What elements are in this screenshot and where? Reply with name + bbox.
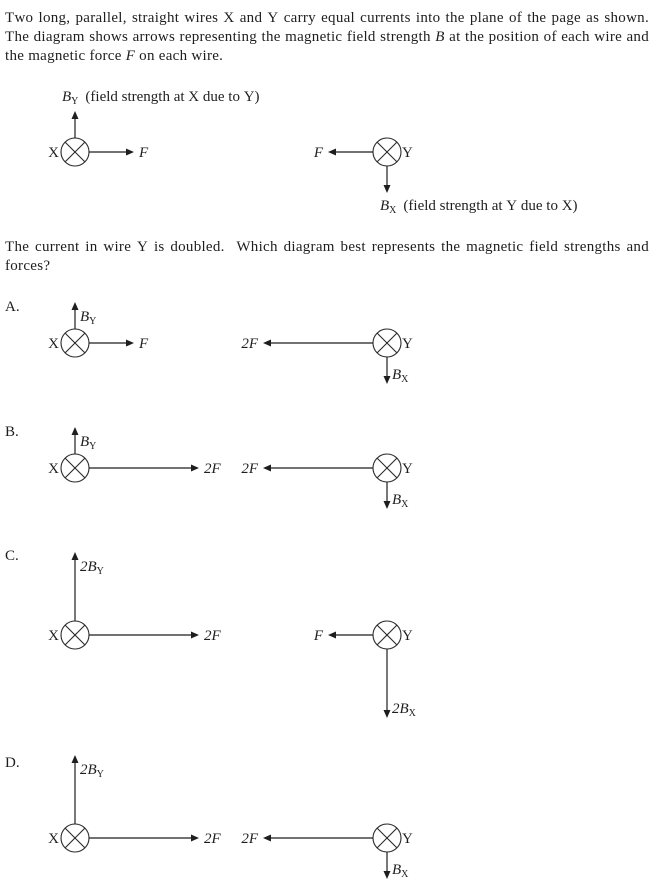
current-into-page-icon: [61, 824, 89, 852]
force-arrow-on-y: [263, 835, 373, 842]
force-arrow-on-x: [89, 835, 199, 842]
label-subscript: X: [389, 205, 397, 216]
label-subscript: X: [401, 869, 409, 880]
field-arrow-at-y: [384, 852, 391, 879]
wire-y-label: Y: [402, 336, 413, 352]
label-symbol: F: [313, 145, 323, 161]
wire-y-label: Y: [402, 831, 413, 847]
label-coefficient: 2: [204, 831, 212, 847]
label-symbol: F: [248, 461, 258, 477]
force-label-on-y: [313, 145, 324, 161]
force-arrow-on-x: [89, 465, 199, 472]
label-coefficient: 2: [241, 831, 249, 847]
label-symbol: B: [399, 701, 409, 717]
field-label-at-x: [80, 559, 104, 577]
label-note: (field strength at Y due to X): [403, 198, 578, 214]
option-letter: D.: [5, 755, 20, 771]
wire-x-label: X: [48, 831, 59, 847]
wire-y-label: Y: [402, 628, 413, 644]
wire-y: [373, 824, 401, 852]
field-label-at-x: [80, 762, 104, 780]
field-arrow-at-x: [72, 427, 79, 454]
wire-x-label: X: [48, 461, 59, 477]
label-coefficient: 2: [204, 461, 212, 477]
force-arrow-on-x: [89, 632, 199, 639]
wire-x: [61, 824, 89, 852]
option-letter: A.: [5, 299, 20, 315]
arrowhead-icon: [191, 632, 199, 639]
arrowhead-icon: [126, 340, 134, 347]
label-subscript: Y: [96, 769, 104, 780]
option-d: [5, 755, 413, 880]
label-subscript: X: [408, 708, 416, 719]
force-label-on-y: [241, 461, 259, 477]
label-symbol: F: [248, 336, 258, 352]
field-arrow-at-y: [384, 166, 391, 193]
wire-y: [373, 621, 401, 649]
label-coefficient: 2: [204, 628, 212, 644]
wire-y-label: Y: [402, 145, 413, 161]
field-arrow-at-y: [384, 649, 391, 718]
arrowhead-icon: [384, 710, 391, 718]
label-coefficient: 2: [392, 701, 400, 717]
label-symbol: B: [380, 198, 390, 214]
field-label-at-x: [80, 434, 96, 452]
wire-y: [373, 138, 401, 166]
label-coefficient: 2: [80, 559, 88, 575]
current-into-page-icon: [61, 454, 89, 482]
wire-y: [373, 329, 401, 357]
arrowhead-icon: [328, 632, 336, 639]
current-into-page-icon: [61, 138, 89, 166]
arrowhead-icon: [72, 302, 79, 310]
label-subscript: Y: [96, 566, 104, 577]
arrowhead-icon: [191, 835, 199, 842]
question-prompt: The current in wire Y is doubled. Which diagram best represents the magnetic field strengths and forces?: [5, 239, 654, 274]
force-label-on-x: [204, 831, 222, 847]
field-arrow-at-x: [72, 552, 79, 621]
symbol-b: B: [435, 29, 445, 45]
wire-x: [61, 329, 89, 357]
current-into-page-icon: [61, 329, 89, 357]
field-label-at-y: [380, 198, 578, 216]
field-arrow-at-x: [72, 111, 79, 138]
intro-text: at the position of each wire and the magnetic force: [5, 29, 649, 64]
arrowhead-icon: [263, 835, 271, 842]
field-label-at-y: [392, 367, 409, 385]
option-c: [5, 548, 417, 719]
arrowhead-icon: [263, 465, 271, 472]
field-label-at-y: [392, 492, 409, 510]
label-symbol: B: [80, 434, 90, 450]
label-symbol: B: [87, 559, 97, 575]
field-label-at-x: [62, 89, 260, 107]
symbol-f: F: [125, 48, 136, 64]
field-arrow-at-x: [72, 302, 79, 329]
force-label-on-x: [138, 336, 149, 352]
force-arrow-on-x: [89, 149, 134, 156]
label-symbol: B: [80, 309, 90, 325]
wire-x: [61, 621, 89, 649]
field-label-at-y: [392, 701, 417, 719]
label-subscript: X: [401, 374, 409, 385]
label-symbol: F: [139, 336, 149, 352]
current-into-page-icon: [373, 138, 401, 166]
current-into-page-icon: [373, 454, 401, 482]
field-arrow-at-x: [72, 755, 79, 824]
label-subscript: Y: [71, 96, 79, 107]
intro-text: on each wire.: [135, 48, 224, 64]
wire-x-label: X: [48, 628, 59, 644]
intro-text: Two long, parallel, straight wires X and Y carry equal currents into the plane of the page as shown. The diagram shows arrows representing the magnetic field strength: [5, 10, 649, 45]
given-diagram: [48, 89, 577, 216]
arrowhead-icon: [384, 185, 391, 193]
arrowhead-icon: [384, 501, 391, 509]
wire-x: [61, 454, 89, 482]
label-symbol: B: [392, 367, 402, 383]
force-label-on-y: [313, 628, 324, 644]
force-arrow-on-x: [89, 340, 134, 347]
current-into-page-icon: [373, 621, 401, 649]
force-label-on-x: [138, 145, 149, 161]
label-note: (field strength at X due to Y): [85, 89, 260, 105]
current-into-page-icon: [61, 621, 89, 649]
force-arrow-on-y: [263, 340, 373, 347]
label-coefficient: 2: [241, 461, 249, 477]
field-label-at-y: [392, 862, 409, 880]
force-label-on-x: [204, 628, 222, 644]
arrowhead-icon: [191, 465, 199, 472]
force-arrow-on-y: [328, 149, 373, 156]
arrowhead-icon: [328, 149, 336, 156]
option-letter: B.: [5, 424, 19, 440]
current-into-page-icon: [373, 824, 401, 852]
option-b: [5, 424, 413, 510]
wire-x-label: X: [48, 145, 59, 161]
force-label-on-y: [241, 336, 259, 352]
current-into-page-icon: [373, 329, 401, 357]
wire-y-label: Y: [402, 461, 413, 477]
force-arrow-on-y: [263, 465, 373, 472]
label-subscript: X: [401, 499, 409, 510]
field-arrow-at-y: [384, 357, 391, 384]
label-coefficient: 2: [80, 762, 88, 778]
wire-x-label: X: [48, 336, 59, 352]
label-symbol: F: [313, 628, 323, 644]
arrowhead-icon: [72, 755, 79, 763]
label-subscript: Y: [89, 441, 97, 452]
label-symbol: F: [211, 831, 221, 847]
label-coefficient: 2: [241, 336, 249, 352]
arrowhead-icon: [384, 376, 391, 384]
label-symbol: B: [87, 762, 97, 778]
label-symbol: B: [392, 862, 402, 878]
arrowhead-icon: [126, 149, 134, 156]
wire-x: [61, 138, 89, 166]
label-symbol: F: [211, 461, 221, 477]
label-subscript: Y: [89, 316, 97, 327]
arrowhead-icon: [72, 552, 79, 560]
arrowhead-icon: [384, 871, 391, 879]
label-symbol: B: [392, 492, 402, 508]
force-label-on-x: [204, 461, 222, 477]
field-label-at-x: [80, 309, 96, 327]
arrowhead-icon: [263, 340, 271, 347]
field-arrow-at-y: [384, 482, 391, 509]
force-arrow-on-y: [328, 632, 373, 639]
label-symbol: F: [248, 831, 258, 847]
label-symbol: F: [211, 628, 221, 644]
label-symbol: B: [62, 89, 72, 105]
label-symbol: F: [139, 145, 149, 161]
arrowhead-icon: [72, 111, 79, 119]
wire-y: [373, 454, 401, 482]
arrowhead-icon: [72, 427, 79, 435]
force-label-on-y: [241, 831, 259, 847]
option-letter: C.: [5, 548, 19, 564]
option-a: [5, 299, 413, 385]
